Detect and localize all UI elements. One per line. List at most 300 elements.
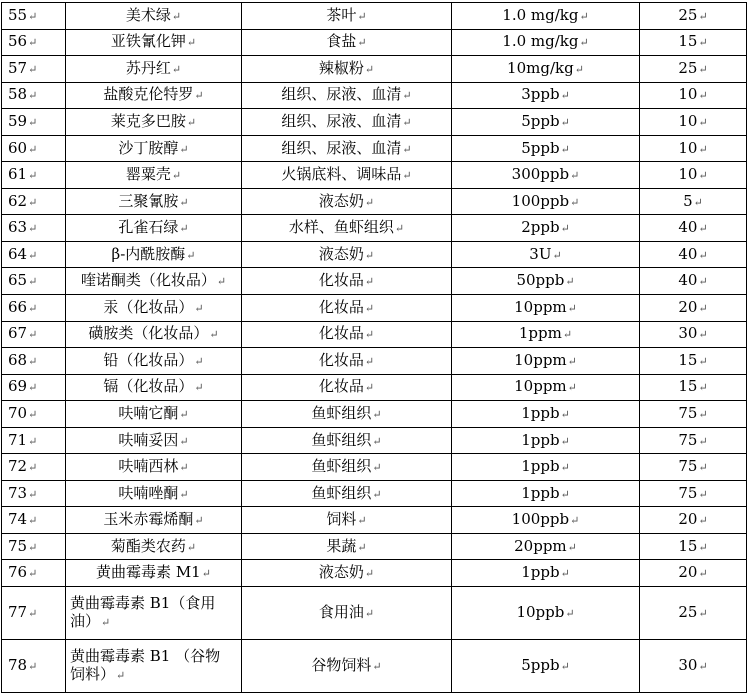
paragraph-mark-icon: ↵	[698, 540, 708, 554]
row-number: 64	[8, 244, 28, 263]
sample-matrix: 化妆品	[318, 324, 364, 343]
paragraph-mark-icon: ↵	[28, 328, 38, 342]
paragraph-mark-icon: ↵	[194, 89, 204, 103]
paragraph-mark-icon: ↵	[179, 222, 189, 236]
item-name-cell	[66, 82, 242, 109]
table-row	[2, 374, 747, 401]
row-number-cell	[2, 321, 66, 348]
test-count-cell	[640, 295, 747, 322]
paragraph-mark-icon: ↵	[402, 115, 412, 129]
test-count: 75	[678, 430, 698, 449]
detection-limit: 5ppb	[521, 111, 560, 130]
row-number: 65	[8, 271, 28, 290]
row-number-cell	[2, 348, 66, 375]
paragraph-mark-icon: ↵	[579, 9, 589, 23]
detection-limit-cell	[452, 640, 640, 693]
paragraph-mark-icon: ↵	[364, 62, 375, 76]
sample-matrix: 化妆品	[318, 297, 364, 316]
item-name-cell	[66, 507, 242, 534]
sample-matrix: 鱼虾组织	[311, 457, 372, 476]
table-row	[2, 3, 747, 30]
row-number-cell	[2, 188, 66, 215]
test-count: 15	[678, 350, 698, 369]
test-count: 20	[678, 510, 698, 529]
detection-limit: 100ppb	[511, 510, 570, 529]
row-number: 67	[8, 324, 28, 343]
paragraph-mark-icon: ↵	[194, 301, 204, 315]
detection-limit-cell	[452, 427, 640, 454]
row-number: 56	[8, 32, 28, 51]
item-name: 美术绿	[125, 5, 171, 24]
paragraph-mark-icon: ↵	[179, 195, 189, 209]
test-count: 10	[678, 85, 698, 104]
paragraph-mark-icon: ↵	[698, 142, 708, 156]
item-name: 黄曲霉毒素 B1（食用油）	[70, 594, 216, 631]
detection-limit-cell	[452, 109, 640, 136]
sample-matrix-cell	[242, 454, 452, 481]
item-name: 磺胺类（化妆品）	[88, 324, 209, 343]
detection-limit: 1ppb	[521, 457, 560, 476]
row-number: 74	[8, 510, 28, 529]
paragraph-mark-icon: ↵	[574, 62, 584, 76]
paragraph-mark-icon: ↵	[698, 222, 708, 236]
paragraph-mark-icon: ↵	[394, 222, 405, 236]
item-name-cell	[66, 295, 242, 322]
sample-matrix: 液态奶	[318, 563, 364, 582]
paragraph-mark-icon: ↵	[216, 275, 227, 289]
detection-limit: 1.0 mg/kg	[502, 5, 579, 24]
paragraph-mark-icon: ↵	[28, 169, 38, 183]
row-number-cell	[2, 241, 66, 268]
test-count: 20	[678, 297, 698, 316]
paragraph-mark-icon: ↵	[28, 487, 38, 501]
paragraph-mark-icon: ↵	[357, 36, 367, 50]
sample-matrix-cell	[242, 507, 452, 534]
test-count: 10	[678, 138, 698, 157]
detection-limit: 300ppb	[511, 165, 570, 184]
paragraph-mark-icon: ↵	[171, 9, 182, 23]
detection-limit-cell	[452, 56, 640, 83]
paragraph-mark-icon: ↵	[28, 381, 38, 395]
sample-matrix: 水样、鱼虾组织	[288, 218, 394, 237]
detection-limit-cell	[452, 454, 640, 481]
paragraph-mark-icon: ↵	[101, 616, 111, 630]
paragraph-mark-icon: ↵	[698, 354, 708, 368]
paragraph-mark-icon: ↵	[28, 9, 38, 23]
sample-matrix-cell	[242, 82, 452, 109]
sample-matrix: 鱼虾组织	[311, 483, 372, 502]
test-count-cell	[640, 374, 747, 401]
paragraph-mark-icon: ↵	[698, 275, 708, 289]
paragraph-mark-icon: ↵	[698, 434, 708, 448]
test-count-cell	[640, 560, 747, 587]
table-row	[2, 295, 747, 322]
test-count: 75	[678, 403, 698, 422]
test-count-cell	[640, 241, 747, 268]
row-number: 70	[8, 403, 28, 422]
table-row	[2, 454, 747, 481]
table-row	[2, 401, 747, 428]
item-name-cell	[66, 533, 242, 560]
paragraph-mark-icon: ↵	[552, 248, 562, 262]
paragraph-mark-icon: ↵	[28, 275, 38, 289]
sample-matrix: 食盐	[326, 32, 357, 51]
row-number: 55	[8, 5, 28, 24]
item-name: 沙丁胺醇	[118, 138, 179, 157]
row-number: 73	[8, 483, 28, 502]
item-name: 菊酯类农药	[110, 536, 186, 555]
row-number: 58	[8, 85, 28, 104]
detection-limit: 5ppb	[521, 656, 560, 675]
table-row	[2, 215, 747, 242]
detection-limit-cell	[452, 533, 640, 560]
test-count-cell	[640, 135, 747, 162]
detection-limit: 10ppm	[514, 350, 567, 369]
test-count-cell	[640, 587, 747, 640]
paragraph-mark-icon: ↵	[28, 540, 38, 554]
test-count: 30	[678, 656, 698, 675]
sample-matrix-cell	[242, 348, 452, 375]
table-row	[2, 507, 747, 534]
sample-matrix-cell	[242, 56, 452, 83]
item-name: 镉（化妆品）	[103, 377, 194, 396]
paragraph-mark-icon: ↵	[28, 607, 38, 621]
paragraph-mark-icon: ↵	[698, 89, 708, 103]
table-row	[2, 427, 747, 454]
detection-limit: 1ppm	[518, 324, 562, 343]
paragraph-mark-icon: ↵	[560, 660, 570, 674]
item-name-cell	[66, 56, 242, 83]
paragraph-mark-icon: ↵	[698, 461, 708, 475]
row-number: 76	[8, 563, 28, 582]
sample-matrix: 组织、尿液、血清	[281, 111, 402, 130]
sample-matrix: 化妆品	[318, 350, 364, 369]
sample-matrix: 液态奶	[318, 191, 364, 210]
paragraph-mark-icon: ↵	[28, 115, 38, 129]
test-count: 10	[678, 165, 698, 184]
item-name: 呋喃它酮	[118, 403, 179, 422]
paragraph-mark-icon: ↵	[364, 607, 375, 621]
paragraph-mark-icon: ↵	[186, 36, 197, 50]
test-count-cell	[640, 56, 747, 83]
detection-limit: 10mg/kg	[507, 58, 574, 77]
paragraph-mark-icon: ↵	[28, 354, 38, 368]
paragraph-mark-icon: ↵	[364, 381, 375, 395]
paragraph-mark-icon: ↵	[171, 62, 182, 76]
detection-limit-cell	[452, 401, 640, 428]
paragraph-mark-icon: ↵	[116, 669, 126, 683]
sample-matrix: 谷物饲料	[311, 656, 372, 675]
paragraph-mark-icon: ↵	[402, 169, 412, 183]
detection-limit: 3U	[529, 244, 552, 263]
paragraph-mark-icon: ↵	[28, 89, 38, 103]
paragraph-mark-icon: ↵	[693, 195, 703, 209]
paragraph-mark-icon: ↵	[698, 9, 708, 23]
item-name-cell	[66, 560, 242, 587]
sample-matrix-cell	[242, 29, 452, 56]
paragraph-mark-icon: ↵	[28, 567, 38, 581]
paragraph-mark-icon: ↵	[357, 9, 367, 23]
row-number-cell	[2, 3, 66, 30]
paragraph-mark-icon: ↵	[179, 434, 189, 448]
paragraph-mark-icon: ↵	[28, 514, 38, 528]
table-row	[2, 82, 747, 109]
paragraph-mark-icon: ↵	[560, 487, 570, 501]
item-name: β-内酰胺酶	[111, 244, 186, 263]
paragraph-mark-icon: ↵	[209, 328, 219, 342]
sample-matrix-cell	[242, 533, 452, 560]
paragraph-mark-icon: ↵	[186, 540, 197, 554]
table-row	[2, 241, 747, 268]
paragraph-mark-icon: ↵	[372, 434, 382, 448]
detection-limit: 1ppb	[521, 483, 560, 502]
paragraph-mark-icon: ↵	[28, 62, 38, 76]
test-count-cell	[640, 321, 747, 348]
paragraph-mark-icon: ↵	[179, 407, 189, 421]
row-number-cell	[2, 295, 66, 322]
item-name: 黄曲霉毒素 B1 （谷物饲料）	[70, 647, 221, 684]
sample-matrix: 食用油	[318, 603, 364, 622]
test-count-cell	[640, 109, 747, 136]
item-name: 呋喃妥因	[118, 430, 179, 449]
sample-matrix-cell	[242, 295, 452, 322]
row-number-cell	[2, 135, 66, 162]
item-name-cell	[66, 135, 242, 162]
table-row	[2, 188, 747, 215]
detection-limit: 100ppb	[511, 191, 570, 210]
test-count-cell	[640, 480, 747, 507]
detection-limit: 1.0 mg/kg	[502, 32, 579, 51]
paragraph-mark-icon: ↵	[28, 434, 38, 448]
paragraph-mark-icon: ↵	[364, 354, 375, 368]
paragraph-mark-icon: ↵	[28, 222, 38, 236]
test-count: 25	[678, 58, 698, 77]
table-row	[2, 587, 747, 640]
test-count-cell	[640, 640, 747, 693]
sample-matrix: 化妆品	[318, 377, 364, 396]
row-number-cell	[2, 268, 66, 295]
table-row	[2, 268, 747, 295]
detection-limit-cell	[452, 480, 640, 507]
test-count-cell	[640, 348, 747, 375]
item-name: 孔雀石绿	[118, 218, 179, 237]
test-count: 40	[678, 218, 698, 237]
row-number: 66	[8, 297, 28, 316]
sample-matrix-cell	[242, 3, 452, 30]
paragraph-mark-icon: ↵	[364, 567, 375, 581]
paragraph-mark-icon: ↵	[698, 328, 708, 342]
detection-limit-cell	[452, 374, 640, 401]
paragraph-mark-icon: ↵	[698, 381, 708, 395]
row-number: 68	[8, 350, 28, 369]
paragraph-mark-icon: ↵	[565, 607, 575, 621]
paragraph-mark-icon: ↵	[560, 461, 570, 475]
paragraph-mark-icon: ↵	[560, 142, 570, 156]
test-count: 40	[678, 271, 698, 290]
sample-matrix-cell	[242, 480, 452, 507]
paragraph-mark-icon: ↵	[698, 567, 708, 581]
row-number-cell	[2, 401, 66, 428]
sample-matrix: 化妆品	[318, 271, 364, 290]
item-name: 玉米赤霉烯酮	[103, 510, 194, 529]
detection-limit-cell	[452, 215, 640, 242]
paragraph-mark-icon: ↵	[28, 461, 38, 475]
paragraph-mark-icon: ↵	[560, 89, 570, 103]
detection-limit-cell	[452, 29, 640, 56]
item-name-cell	[66, 427, 242, 454]
item-name: 三聚氰胺	[118, 191, 179, 210]
paragraph-mark-icon: ↵	[560, 567, 570, 581]
item-name: 呋喃西林	[118, 457, 179, 476]
detection-limit-cell	[452, 241, 640, 268]
sample-matrix-cell	[242, 215, 452, 242]
detection-limit-cell	[452, 348, 640, 375]
detection-limit: 10ppm	[514, 297, 567, 316]
paragraph-mark-icon: ↵	[570, 195, 580, 209]
paragraph-mark-icon: ↵	[560, 115, 570, 129]
item-name-cell	[66, 188, 242, 215]
item-name-cell	[66, 241, 242, 268]
row-number-cell	[2, 587, 66, 640]
paragraph-mark-icon: ↵	[560, 434, 570, 448]
table-row	[2, 348, 747, 375]
test-count-cell	[640, 82, 747, 109]
item-name: 汞（化妆品）	[103, 297, 194, 316]
table-row	[2, 533, 747, 560]
paragraph-mark-icon: ↵	[698, 169, 708, 183]
sample-matrix-cell	[242, 321, 452, 348]
row-number: 78	[8, 656, 28, 675]
paragraph-mark-icon: ↵	[364, 248, 375, 262]
item-name-cell	[66, 29, 242, 56]
paragraph-mark-icon: ↵	[698, 607, 708, 621]
test-count-cell	[640, 427, 747, 454]
row-number-cell	[2, 29, 66, 56]
table-row	[2, 321, 747, 348]
item-name-cell	[66, 348, 242, 375]
paragraph-mark-icon: ↵	[567, 381, 577, 395]
detection-limit-cell	[452, 268, 640, 295]
paragraph-mark-icon: ↵	[186, 248, 196, 262]
detection-limit-cell	[452, 560, 640, 587]
detection-limit: 20ppm	[514, 536, 567, 555]
paragraph-mark-icon: ↵	[28, 195, 38, 209]
paragraph-mark-icon: ↵	[28, 407, 38, 421]
paragraph-mark-icon: ↵	[567, 540, 577, 554]
detection-limit-cell	[452, 3, 640, 30]
paragraph-mark-icon: ↵	[579, 36, 589, 50]
test-count-cell	[640, 29, 747, 56]
paragraph-mark-icon: ↵	[402, 89, 412, 103]
detection-limit: 10ppm	[514, 377, 567, 396]
paragraph-mark-icon: ↵	[179, 487, 189, 501]
detection-limit: 1ppb	[521, 403, 560, 422]
paragraph-mark-icon: ↵	[364, 328, 375, 342]
sample-matrix-cell	[242, 188, 452, 215]
sample-matrix-cell	[242, 109, 452, 136]
table-row	[2, 560, 747, 587]
sample-matrix: 火锅底料、调味品	[281, 165, 402, 184]
sample-matrix-cell	[242, 135, 452, 162]
paragraph-mark-icon: ↵	[364, 301, 375, 315]
paragraph-mark-icon: ↵	[179, 461, 189, 475]
paragraph-mark-icon: ↵	[698, 248, 708, 262]
paragraph-mark-icon: ↵	[560, 222, 570, 236]
test-count-cell	[640, 454, 747, 481]
row-number: 61	[8, 165, 28, 184]
detection-limit: 5ppb	[521, 138, 560, 157]
detection-limit: 10ppb	[516, 603, 565, 622]
test-count: 20	[678, 563, 698, 582]
test-count: 75	[678, 483, 698, 502]
item-name: 亚铁氰化钾	[110, 32, 186, 51]
paragraph-mark-icon: ↵	[201, 567, 211, 581]
item-name-cell	[66, 162, 242, 189]
paragraph-mark-icon: ↵	[28, 142, 38, 156]
sample-matrix-cell	[242, 587, 452, 640]
paragraph-mark-icon: ↵	[562, 328, 573, 342]
paragraph-mark-icon: ↵	[179, 142, 189, 156]
sample-matrix-cell	[242, 268, 452, 295]
table-row	[2, 29, 747, 56]
detection-limit: 50ppb	[516, 271, 565, 290]
detection-limit-cell	[452, 507, 640, 534]
row-number-cell	[2, 454, 66, 481]
sample-matrix: 辣椒粉	[318, 58, 364, 77]
test-count: 10	[678, 111, 698, 130]
row-number: 71	[8, 430, 28, 449]
paragraph-mark-icon: ↵	[364, 275, 375, 289]
detection-limit: 1ppb	[521, 563, 560, 582]
paragraph-mark-icon: ↵	[28, 248, 38, 262]
paragraph-mark-icon: ↵	[402, 142, 412, 156]
item-name: 盐酸克伦特罗	[103, 85, 194, 104]
paragraph-mark-icon: ↵	[364, 195, 375, 209]
item-name-cell	[66, 268, 242, 295]
paragraph-mark-icon: ↵	[186, 115, 197, 129]
item-name: 罂粟壳	[125, 165, 171, 184]
row-number-cell	[2, 533, 66, 560]
sample-matrix-cell	[242, 374, 452, 401]
paragraph-mark-icon: ↵	[698, 514, 708, 528]
detection-limit: 3ppb	[521, 85, 560, 104]
paragraph-mark-icon: ↵	[565, 275, 575, 289]
detection-limit-cell	[452, 162, 640, 189]
paragraph-mark-icon: ↵	[698, 487, 708, 501]
test-count: 30	[678, 324, 698, 343]
detection-limit-cell	[452, 295, 640, 322]
item-name-cell	[66, 587, 242, 640]
sample-matrix-cell	[242, 427, 452, 454]
test-count: 15	[678, 32, 698, 51]
row-number: 57	[8, 58, 28, 77]
table-row	[2, 135, 747, 162]
item-name-cell	[66, 401, 242, 428]
detection-limit-cell	[452, 188, 640, 215]
row-number-cell	[2, 215, 66, 242]
detection-limit: 2ppb	[521, 218, 560, 237]
row-number: 75	[8, 536, 28, 555]
row-number-cell	[2, 427, 66, 454]
item-name: 呋喃唑酮	[118, 483, 179, 502]
paragraph-mark-icon: ↵	[567, 301, 577, 315]
row-number: 59	[8, 111, 28, 130]
item-name: 铅（化妆品）	[103, 350, 194, 369]
test-count-cell	[640, 507, 747, 534]
test-count-cell	[640, 3, 747, 30]
test-count: 25	[678, 5, 698, 24]
row-number: 60	[8, 138, 28, 157]
